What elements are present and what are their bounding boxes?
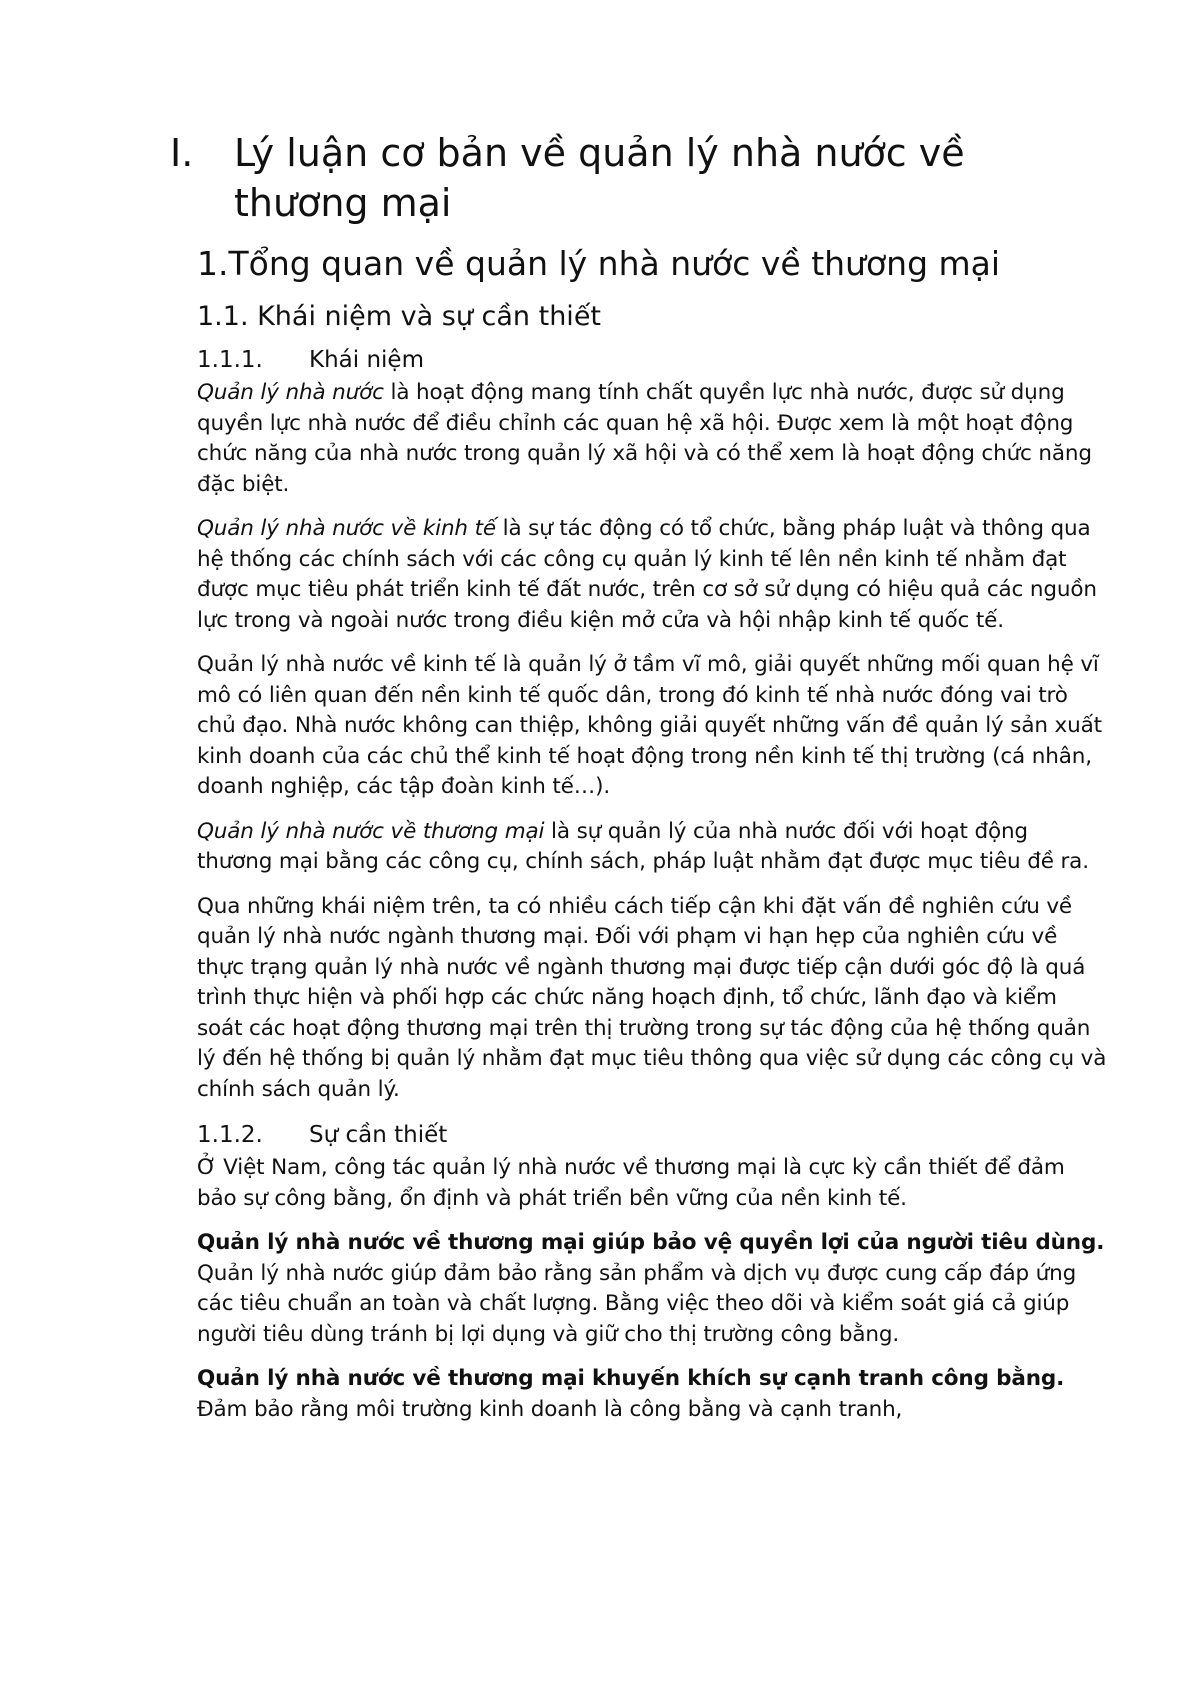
term-italic: Quản lý nhà nước [197, 380, 384, 405]
lead-bold: Quản lý nhà nước về thương mại giúp bảo vệ quyền lợi của người tiêu dùng. [197, 1230, 1105, 1255]
heading-4-khai-niem [197, 344, 1107, 376]
paragraph-qlnn-definition [197, 378, 1107, 500]
term-italic: Quản lý nhà nước về kinh tế [197, 516, 496, 541]
heading-4-su-can-thiet [197, 1119, 1107, 1151]
heading-4-number: 1.1.1. [197, 347, 263, 373]
paragraph-bao-ve-nguoi-tieu-dung [197, 1228, 1107, 1350]
paragraph-viet-nam: Ở Việt Nam, công tác quản lý nhà nước về thương mại là cực kỳ cần thiết để đảm bảo sự công bằng, ổn định và phát triển bền vững của nền kinh tế. [197, 1155, 1065, 1211]
paragraph-text: Quản lý nhà nước giúp đảm bảo rằng sản phẩm và dịch vụ được cung cấp đáp ứng các tiêu chuẩn an toàn và chất lượng. Bằng việc theo dõi và kiểm soát giá cả giúp người tiêu dùng tránh bị lợi dụng và giữ cho thị trường công bằng. [197, 1260, 1077, 1347]
document-body [170, 128, 1107, 1439]
term-italic: Quản lý nhà nước về thương mại [197, 818, 545, 844]
heading-1 [170, 128, 1107, 228]
heading-4-title: Khái niệm [309, 347, 424, 373]
paragraph-vi-mo: Quản lý nhà nước về kinh tế là quản lý ở tầm vĩ mô, giải quyết những mối quan hệ vĩ mô có liên quan đến nền kinh tế quốc dân, trong đó kinh tế nhà nước đóng vai trò chủ đạo. Nhà nước không can thiệp, không giải quyết những vấn đề quản lý sản xuất kinh doanh của các chủ thể kinh tế hoạt động trong nền kinh tế thị trường (cá nhân, doanh nghiệp, các tập đoàn kinh tế…). [197, 652, 1102, 799]
heading-4-title: Sự cần thiết [309, 1122, 448, 1148]
paragraph-text: là hoạt động mang tính chất quyền lực nhà nước, được sử dụng quyền lực nhà nước để điều chỉnh các quan hệ xã hội. Được xem là một hoạt động chức năng của nhà nước trong quản lý xã hội và có thể xem là hoạt động chức năng đặc biệt. [197, 380, 1092, 497]
paragraph-qlnn-kinh-te [197, 514, 1107, 636]
paragraph-tiep-can: Qua những khái niệm trên, ta có nhiều cách tiếp cận khi đặt vấn đề nghiên cứu về quản lý nhà nước ngành thương mại. Đối với phạm vi hạn hẹp của nghiên cứu về thực trạng quản lý nhà nước về ngành thương mại được tiếp cận dưới góc độ là quá trình thực hiện và phối hợp các chức năng hoạch định, tổ chức, lãnh đạo và kiểm soát các hoạt động thương mại trên thị trường trong sự tác động của hệ thống quản lý đến hệ thống bị quản lý nhằm đạt mục tiêu thông qua việc sử dụng các công cụ và chính sách quản lý. [197, 893, 1107, 1102]
paragraph-qlnn-thuong-mai [197, 817, 1107, 878]
heading-2: 1.Tổng quan về quản lý nhà nước về thương mại [197, 244, 1001, 283]
lead-bold: Quản lý nhà nước về thương mại khuyến khích sự cạnh tranh công bằng. [197, 1366, 1065, 1391]
paragraph-canh-tranh [197, 1364, 1107, 1425]
paragraph-text: là sự quản lý của nhà nước đối với hoạt động thương mại bằng các công cụ, chính sách, pháp luật nhằm đạt được mục tiêu đề ra. [197, 818, 1089, 874]
heading-1-number: I. [170, 131, 194, 175]
heading-4-number: 1.1.2. [197, 1122, 263, 1148]
paragraph-text: Đảm bảo rằng môi trường kinh doanh là công bằng và cạnh tranh, [197, 1396, 903, 1422]
paragraph-text: là sự tác động có tổ chức, bằng pháp luật và thông qua hệ thống các chính sách với các công cụ quản lý kinh tế lên nền kinh tế nhằm đạt được mục tiêu phát triển kinh tế đất nước, trên cơ sở sử dụng có hiệu quả các nguồn lực trong và ngoài nước trong điều kiện mở cửa và hội nhập kinh tế quốc tế. [197, 516, 1097, 633]
heading-3: 1.1. Khái niệm và sự cần thiết [197, 301, 602, 332]
heading-1-text: Lý luận cơ bản về quản lý nhà nước về thương mại [234, 131, 965, 225]
